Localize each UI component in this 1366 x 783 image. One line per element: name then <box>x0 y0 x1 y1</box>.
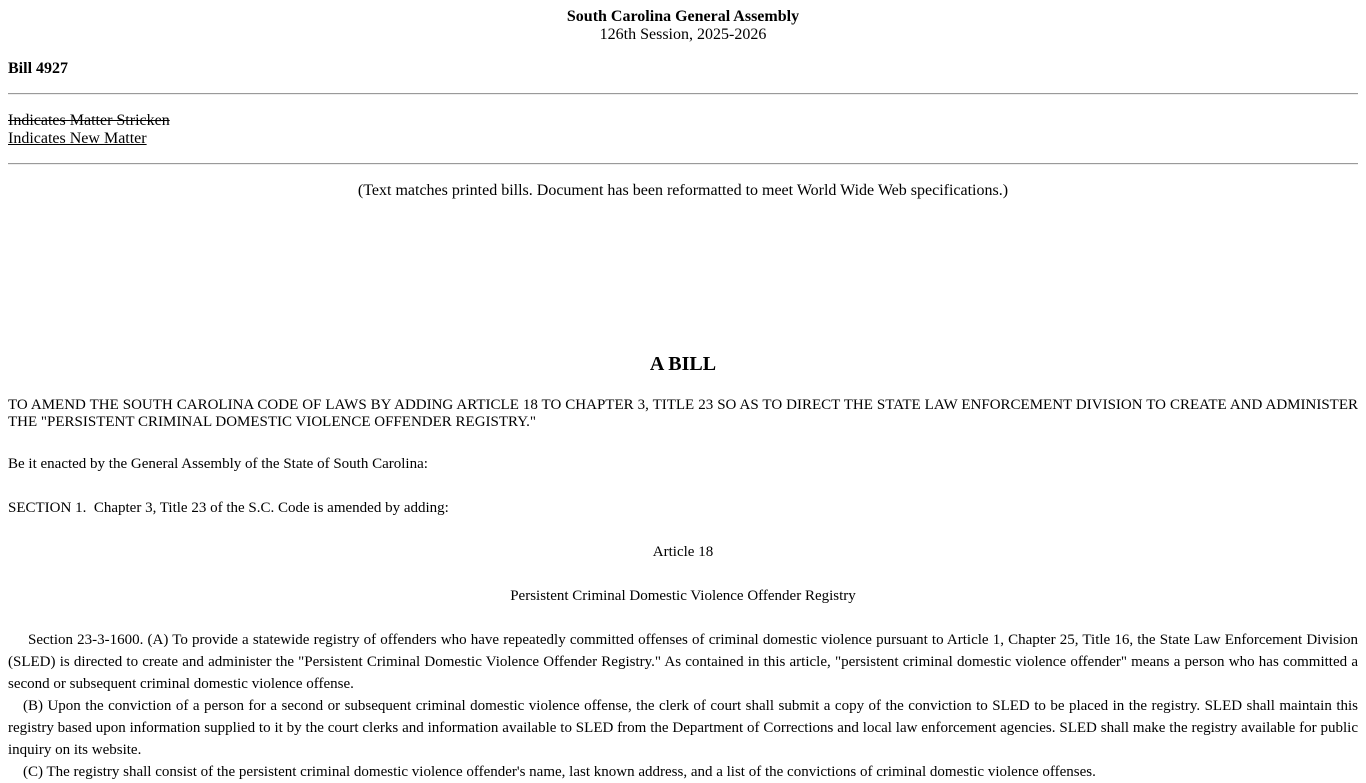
markup-legend <box>8 112 170 148</box>
document-heading: A BILL <box>649 353 717 375</box>
article-title: Persistent Criminal Domestic Violence Offender Registry <box>510 588 856 604</box>
paragraph-b: (B) Upon the conviction of a person for a second or subsequent criminal domestic violence offense, the clerk of court shall submit a copy of the conviction to SLED to be placed in the registry. SLED shall maintain this registry based upon information supplied to it by the court clerks and information available to SLED from the Department of Corrections and local law enforcement agencies. SLED shall make the registry available for public inquiry on its website. <box>8 698 1358 758</box>
divider <box>8 163 1358 165</box>
bill-number: Bill 4927 <box>8 60 69 77</box>
assembly-name: South Carolina General Assembly <box>566 8 800 25</box>
legend-stricken: Indicates Matter Stricken <box>8 112 170 129</box>
section-body <box>8 629 1358 783</box>
legend-new-matter: Indicates New Matter <box>8 130 147 147</box>
format-note: (Text matches printed bills. Document has been reformatted to meet World Wide Web specifications.) <box>357 182 1009 199</box>
enacting-clause: Be it enacted by the General Assembly of the State of South Carolina: <box>8 456 428 472</box>
section-1-heading: SECTION 1. Chapter 3, Title 23 of the S.C. Code is amended by adding: <box>8 500 449 516</box>
paragraph-c: (C) The registry shall consist of the persistent criminal domestic violence offender's name, last known address, and a list of the convictions of criminal domestic violence offenses. <box>23 764 1096 780</box>
bill-title: TO AMEND THE SOUTH CAROLINA CODE OF LAWS BY ADDING ARTICLE 18 TO CHAPTER 3, TITLE 23 SO AS TO DIRECT THE STATE LAW ENFORCEMENT DIVISION TO CREATE AND ADMINISTER THE "PERSISTENT CRIMINAL DOMESTIC VIOLENCE OFFENDER REGISTRY." <box>8 397 1358 430</box>
divider <box>8 93 1358 95</box>
session-label: 126th Session, 2025-2026 <box>599 26 767 43</box>
article-number: Article 18 <box>652 544 714 560</box>
paragraph-a: Section 23-3-1600. (A) To provide a statewide registry of offenders who have repeatedly committed offenses of criminal domestic violence pursuant to Article 1, Chapter 25, Title 16, the State Law Enforcement Division (SLED) is directed to create and administer the "Persistent Criminal Domestic Violence Offender Registry." As contained in this article, "persistent criminal domestic violence offender" means a person who has committed a second or subsequent criminal domestic violence offense. <box>8 632 1358 692</box>
document-header <box>8 8 1358 44</box>
